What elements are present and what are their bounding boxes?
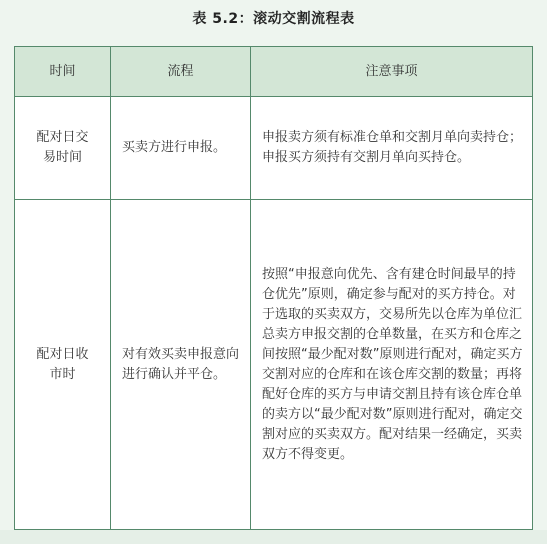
row-1-time-text: 配对日交易时间 [36,130,89,165]
table-title: 表 5.2：滚动交割流程表 [192,11,355,27]
table-row-1-notes [251,97,533,200]
row-2-process-text: 对有效买卖申报意向进行确认并平仓。 [122,346,240,382]
row-1-notes-text: 申报卖方须有标准仓单和交割月单向卖持仓；申报买方须持有交割月单向买持仓。 [262,130,523,165]
page-bottom-band [0,530,547,544]
table-row-2-process [111,200,251,530]
delivery-process-table [14,46,533,530]
row-2-time-text: 配对日收市时 [36,346,89,382]
row-1-process-text: 买卖方进行申报。 [122,140,227,155]
header-notes-label: 注意事项 [365,63,418,79]
header-process-label: 流程 [167,63,194,79]
table-row-2-time [15,200,111,530]
header-notes [251,47,533,97]
header-time-label: 时间 [49,63,76,79]
row-2-notes-text: 按照“申报意向优先、含有建仓时间最早的持仓优先”原则，确定参与配对的买方持仓。对于选取的买卖双方，交易所先以仓库为单位汇总卖方申报交割的仓单数量，在买方和仓库之间按照“最少配对数”原则进行配对，确定买方交割对应的仓库和在该仓库交割的数量；再将配好仓库的买方与申请交割且持有该仓库仓单的卖方以“最少配对数”原则进行配对，确定交割对应的买卖双方。配对结果一经确定，买卖双方不得变更。 [262,266,523,462]
table-row-1-time [15,97,111,200]
table-row-2-notes [251,200,533,530]
header-time [15,47,111,97]
table-row-1-process [111,97,251,200]
header-process [111,47,251,97]
